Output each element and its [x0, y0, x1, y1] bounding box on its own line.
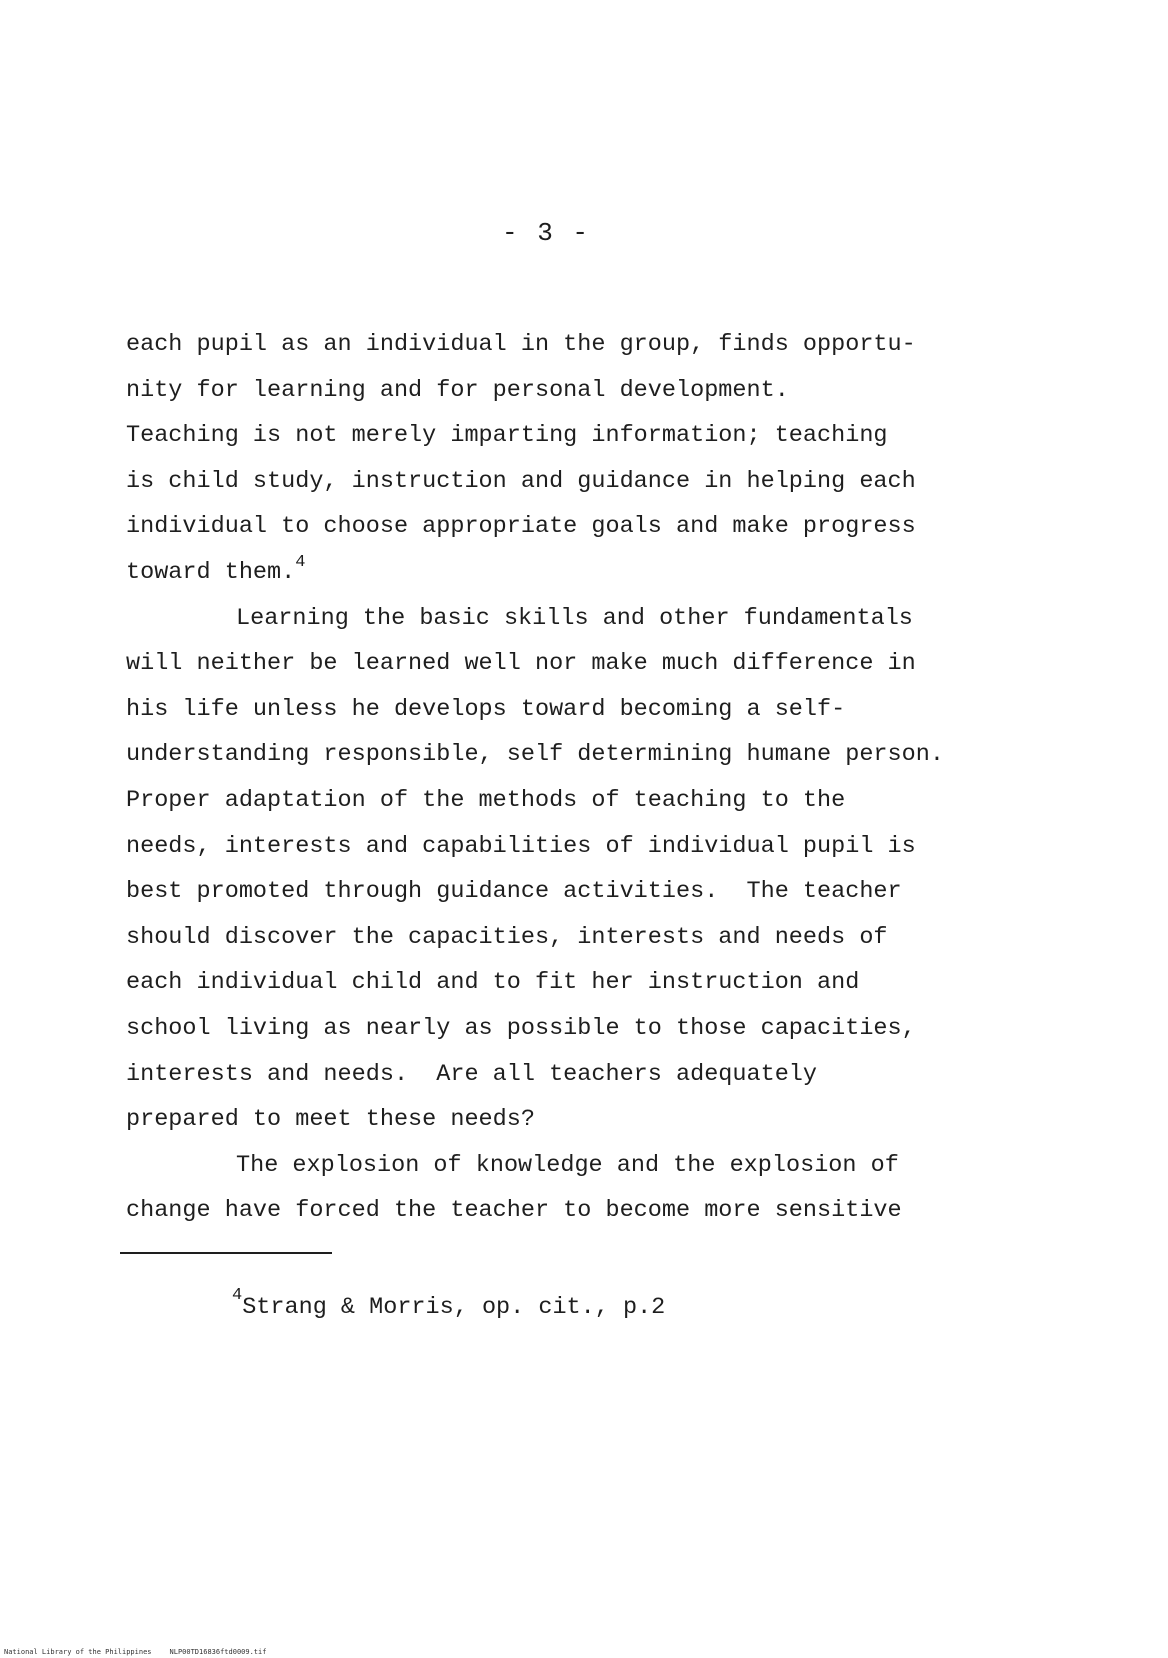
text-line: individual to choose appropriate goals and make progress [126, 513, 916, 541]
text-line: school living as nearly as possible to those capacities, [126, 1014, 916, 1042]
text-line-with-footnote [126, 550, 1006, 596]
scan-footer [4, 1648, 284, 1656]
footnote-reference: 4 [295, 552, 306, 572]
library-name: National Library of the Philippines [4, 1648, 152, 1656]
scan-filename: NLP00TD16836ftd0009.tif [169, 1648, 267, 1656]
text-line: will neither be learned well nor make much difference in [126, 650, 916, 678]
text-line: interests and needs. Are all teachers adequately [126, 1060, 818, 1088]
text-line: understanding responsible, self determining humane person. [126, 741, 944, 769]
text-line: should discover the capacities, interests and needs of [126, 923, 888, 951]
text-line: The explosion of knowledge and the explosion of [236, 1151, 899, 1179]
text-line: change have forced the teacher to become more sensitive [126, 1197, 902, 1225]
text-line: is child study, instruction and guidance in helping each [126, 467, 916, 495]
text-line: his life unless he develops toward becoming a self- [126, 695, 846, 723]
text-line: Proper adaptation of the methods of teaching to the [126, 786, 846, 814]
footnote [232, 1286, 666, 1321]
text-line: Teaching is not merely imparting information; teaching [126, 422, 888, 450]
text-line: best promoted through guidance activities. The teacher [126, 878, 902, 906]
text-line: Learning the basic skills and other fundamentals [236, 604, 913, 632]
text-line: prepared to meet these needs? [126, 1106, 535, 1134]
footnote-marker: 4 [232, 1286, 243, 1305]
footnote-text: Strang & Morris, op. cit., p.2 [242, 1294, 666, 1321]
footnote-divider [120, 1252, 332, 1254]
text-line: needs, interests and capabilities of individual pupil is [126, 832, 916, 860]
body-text [126, 322, 1006, 1234]
text-line: each individual child and to fit her instruction and [126, 969, 860, 997]
page-number: - 3 - [501, 218, 590, 248]
text-line: toward them. [126, 558, 296, 586]
text-line: nity for learning and for personal development. [126, 376, 789, 404]
text-line: each pupil as an individual in the group, finds opportu- [126, 331, 916, 358]
